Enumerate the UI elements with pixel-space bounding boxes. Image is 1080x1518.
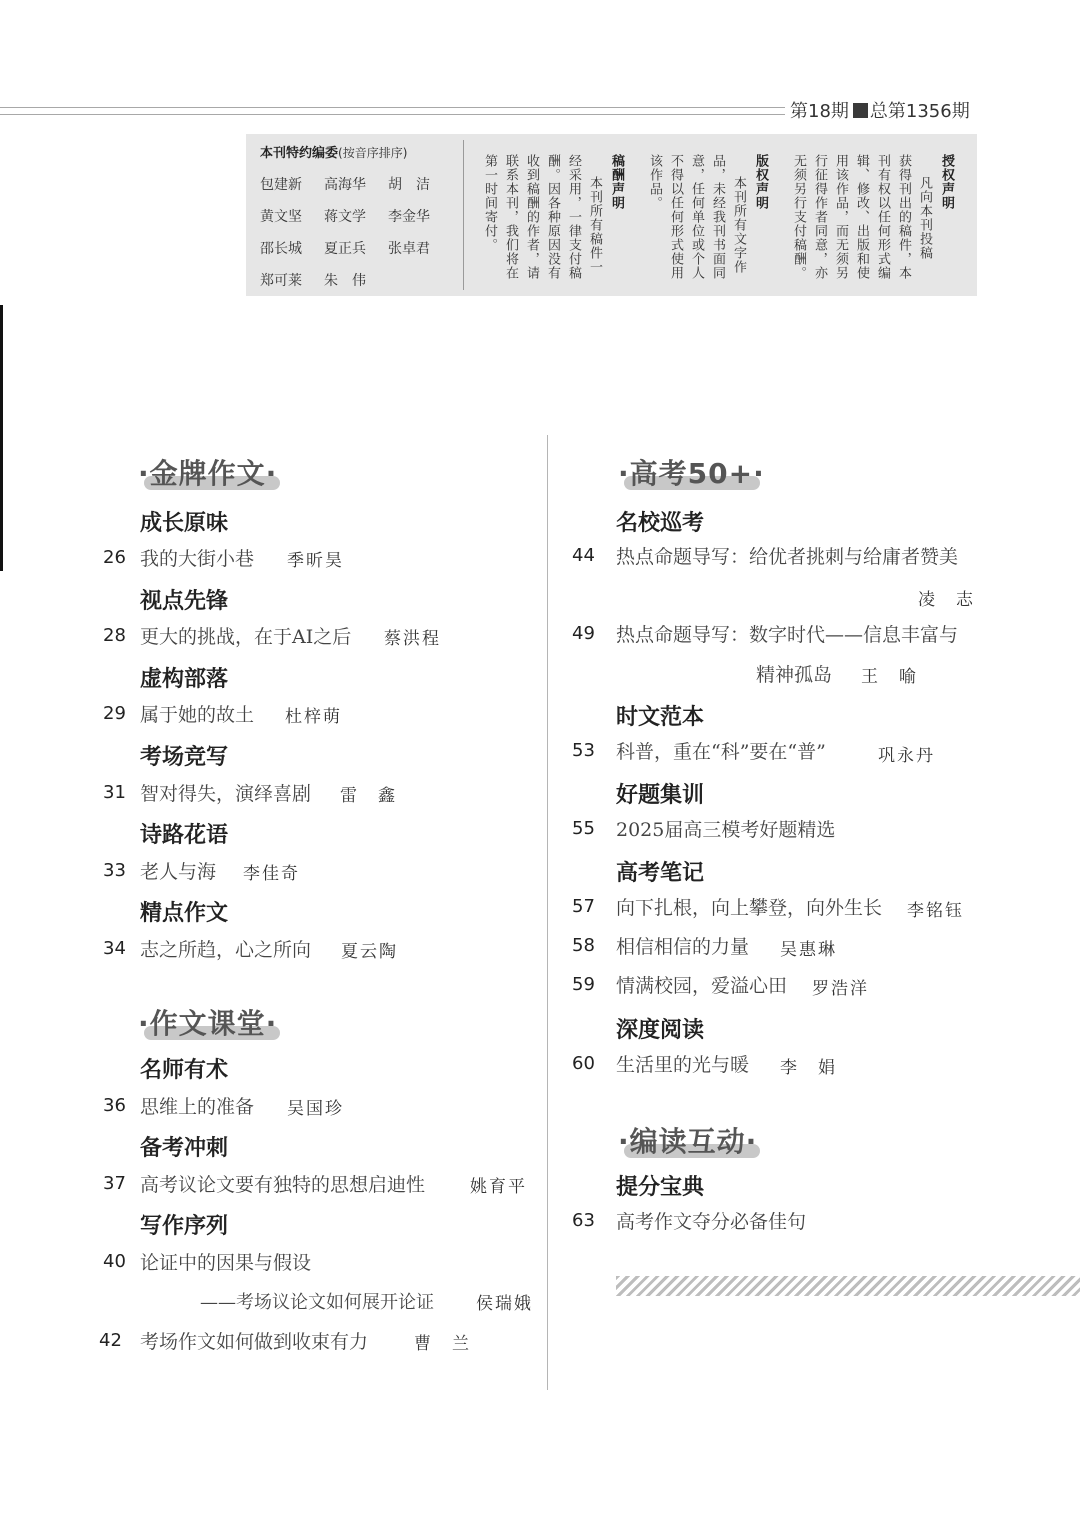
notice-line: 无须另行支付稿酬。 [791, 154, 806, 280]
article-author: 杜梓萌 [285, 707, 342, 727]
page-number: 57 [572, 896, 595, 917]
category-heading: 高考笔记 [616, 861, 705, 886]
notice-line: 本刊所有文字作 [731, 176, 746, 274]
section-title: ·金牌作文· [138, 457, 278, 490]
article-author: 夏云陶 [341, 942, 398, 962]
page-number: 49 [572, 623, 595, 644]
category-heading: 名师有术 [140, 1058, 229, 1083]
notice-line: 本刊所有稿件一 [587, 176, 602, 274]
notice-line: 意，任何单位或个人 [689, 154, 704, 280]
article-title[interactable]: 论证中的因果与假设 [140, 1252, 312, 1274]
authorization-heading: 授权声明 [939, 154, 954, 210]
header-rule-top [0, 107, 785, 108]
article-author: 吴惠琳 [780, 940, 837, 960]
notice-line: 酬。因各种原因没有 [545, 154, 560, 280]
category-heading: 精点作文 [140, 901, 229, 926]
editor-name: 胡 洁 [388, 177, 430, 193]
editor-name: 张卓君 [388, 241, 430, 257]
article-author: 巩永丹 [878, 746, 935, 766]
notice-line: 不得以任何形式使用 [668, 154, 683, 280]
section-title: ·高考50+· [618, 457, 765, 490]
page-number: 36 [103, 1095, 126, 1116]
article-author: 李 娟 [780, 1058, 837, 1078]
category-heading: 名校巡考 [616, 511, 705, 536]
issue-text: 第18期 [790, 101, 849, 122]
article-title[interactable]: 科普，重在“科”要在“普” [616, 741, 826, 763]
article-title[interactable]: 热点命题导写：数字时代——信息丰富与 [616, 624, 959, 646]
article-author: 王 喻 [861, 667, 918, 687]
article-title[interactable]: 考场作文如何做到收束有力 [140, 1331, 369, 1353]
category-heading: 虚构部落 [140, 667, 229, 692]
page-number: 60 [572, 1053, 595, 1074]
article-author: 蔡洪程 [384, 629, 441, 649]
article-title[interactable]: 相信相信的力量 [616, 936, 750, 958]
page-number: 63 [572, 1210, 595, 1231]
column-divider [547, 435, 548, 1390]
category-heading: 诗路花语 [140, 823, 229, 848]
issue-number [790, 97, 970, 123]
notice-line: 第一时间寄付。 [482, 154, 497, 252]
page-number: 44 [572, 545, 595, 566]
category-heading: 时文范本 [616, 705, 705, 730]
article-author: 雷 鑫 [340, 786, 397, 806]
editors-note: (按音序排序) [338, 146, 408, 160]
article-title[interactable]: 志之所趋，心之所向 [140, 939, 312, 961]
section-title: ·作文课堂· [138, 1007, 278, 1040]
article-title[interactable]: 属于她的故土 [140, 704, 255, 726]
page-number: 55 [572, 818, 595, 839]
editor-name: 黄文坚 [260, 209, 302, 225]
editor-name: 夏正兵 [324, 241, 366, 257]
notice-line: 品，未经我刊书面同 [710, 154, 725, 280]
notice-line: 行征得作者同意，亦 [812, 154, 827, 280]
article-author: 罗浩洋 [812, 979, 869, 999]
editors-title-text: 本刊特约编委 [260, 146, 339, 161]
notice-divider [463, 140, 464, 290]
article-author: 李铭钰 [907, 901, 964, 921]
article-title[interactable]: 思维上的准备 [140, 1096, 255, 1118]
notice-line: 用该作品，而无须另 [833, 154, 848, 280]
total-issue-text: 总第1356期 [869, 101, 970, 122]
side-bar [0, 305, 3, 571]
article-title[interactable]: 生活里的光与暖 [616, 1054, 750, 1076]
article-author: 侯瑞娥 [476, 1294, 533, 1314]
article-author: 曹 兰 [414, 1334, 471, 1354]
decorative-hatch-bar [616, 1276, 1080, 1296]
notice-line: 辑、修改、出版和使 [854, 154, 869, 280]
article-author: 姚育平 [470, 1177, 527, 1197]
notice-line: 凡向本刊投稿 [917, 176, 932, 260]
category-heading: 深度阅读 [616, 1018, 705, 1043]
article-title[interactable]: 2025届高三模考好题精选 [616, 819, 836, 841]
editors-title [260, 142, 407, 161]
category-heading: 考场竞写 [140, 745, 229, 770]
page-number: 59 [572, 974, 595, 995]
editor-name: 蒋文学 [324, 209, 366, 225]
header-rule-bottom [0, 114, 785, 115]
article-title[interactable]: 智对得失，演绎喜剧 [140, 783, 312, 805]
article-title[interactable]: 老人与海 [140, 861, 217, 883]
article-title[interactable]: 高考作文夺分必备佳句 [616, 1211, 807, 1233]
article-subtitle: ——考场议论文如何展开论证 [200, 1292, 434, 1313]
page-number: 37 [103, 1173, 126, 1194]
notice-line: 收到稿酬的作者，请 [524, 154, 539, 280]
page-number: 53 [572, 740, 595, 761]
notice-line: 经采用，一律支付稿 [566, 154, 581, 280]
article-title[interactable]: 热点命题导写：给优者挑刺与给庸者赞美 [616, 546, 959, 568]
article-author: 李佳奇 [243, 864, 300, 884]
page-number: 31 [103, 782, 126, 803]
editor-name: 朱 伟 [324, 273, 366, 289]
article-title-cont: 精神孤岛 [756, 664, 833, 686]
editor-name: 高海华 [324, 177, 366, 193]
editorial-notice-box [246, 134, 977, 296]
copyright-heading: 版权声明 [753, 154, 768, 210]
payment-heading: 稿酬声明 [609, 154, 624, 210]
page-number: 34 [103, 938, 126, 959]
article-author: 凌 志 [918, 590, 975, 610]
article-title[interactable]: 我的大街小巷 [140, 548, 255, 570]
category-heading: 视点先锋 [140, 589, 229, 614]
category-heading: 好题集训 [616, 783, 705, 808]
article-author: 季昕昊 [287, 551, 344, 571]
category-heading: 写作序列 [140, 1214, 229, 1239]
notice-line: 获得刊出的稿件，本 [896, 154, 911, 280]
page-number: 33 [103, 860, 126, 881]
page-number: 58 [572, 935, 595, 956]
page-number: 40 [103, 1251, 126, 1272]
article-title[interactable]: 情满校园，爱溢心田 [616, 975, 788, 997]
square-icon [853, 103, 868, 118]
notice-line: 刊有权以任何形式编 [875, 154, 890, 280]
category-heading: 备考冲刺 [140, 1136, 229, 1161]
page-number: 28 [103, 625, 126, 646]
article-title[interactable]: 高考议论文要有独特的思想启迪性 [140, 1174, 426, 1196]
article-author: 吴国珍 [287, 1099, 344, 1119]
page-number: 42 [99, 1330, 122, 1351]
article-title[interactable]: 向下扎根，向上攀登，向外生长 [616, 897, 883, 919]
editor-name: 邵长城 [260, 241, 302, 257]
page-number: 29 [103, 703, 126, 724]
category-heading: 成长原味 [140, 511, 229, 536]
notice-line: 该作品。 [647, 154, 662, 210]
editor-name: 包建新 [260, 177, 302, 193]
editor-name: 李金华 [388, 209, 430, 225]
editor-name: 郑可莱 [260, 273, 302, 289]
notice-line: 联系本刊，我们将在 [503, 154, 518, 280]
section-title: ·编读互动· [618, 1125, 758, 1158]
category-heading: 提分宝典 [616, 1175, 705, 1200]
article-title[interactable]: 更大的挑战，在于AI之后 [140, 626, 352, 648]
page-number: 26 [103, 547, 126, 568]
